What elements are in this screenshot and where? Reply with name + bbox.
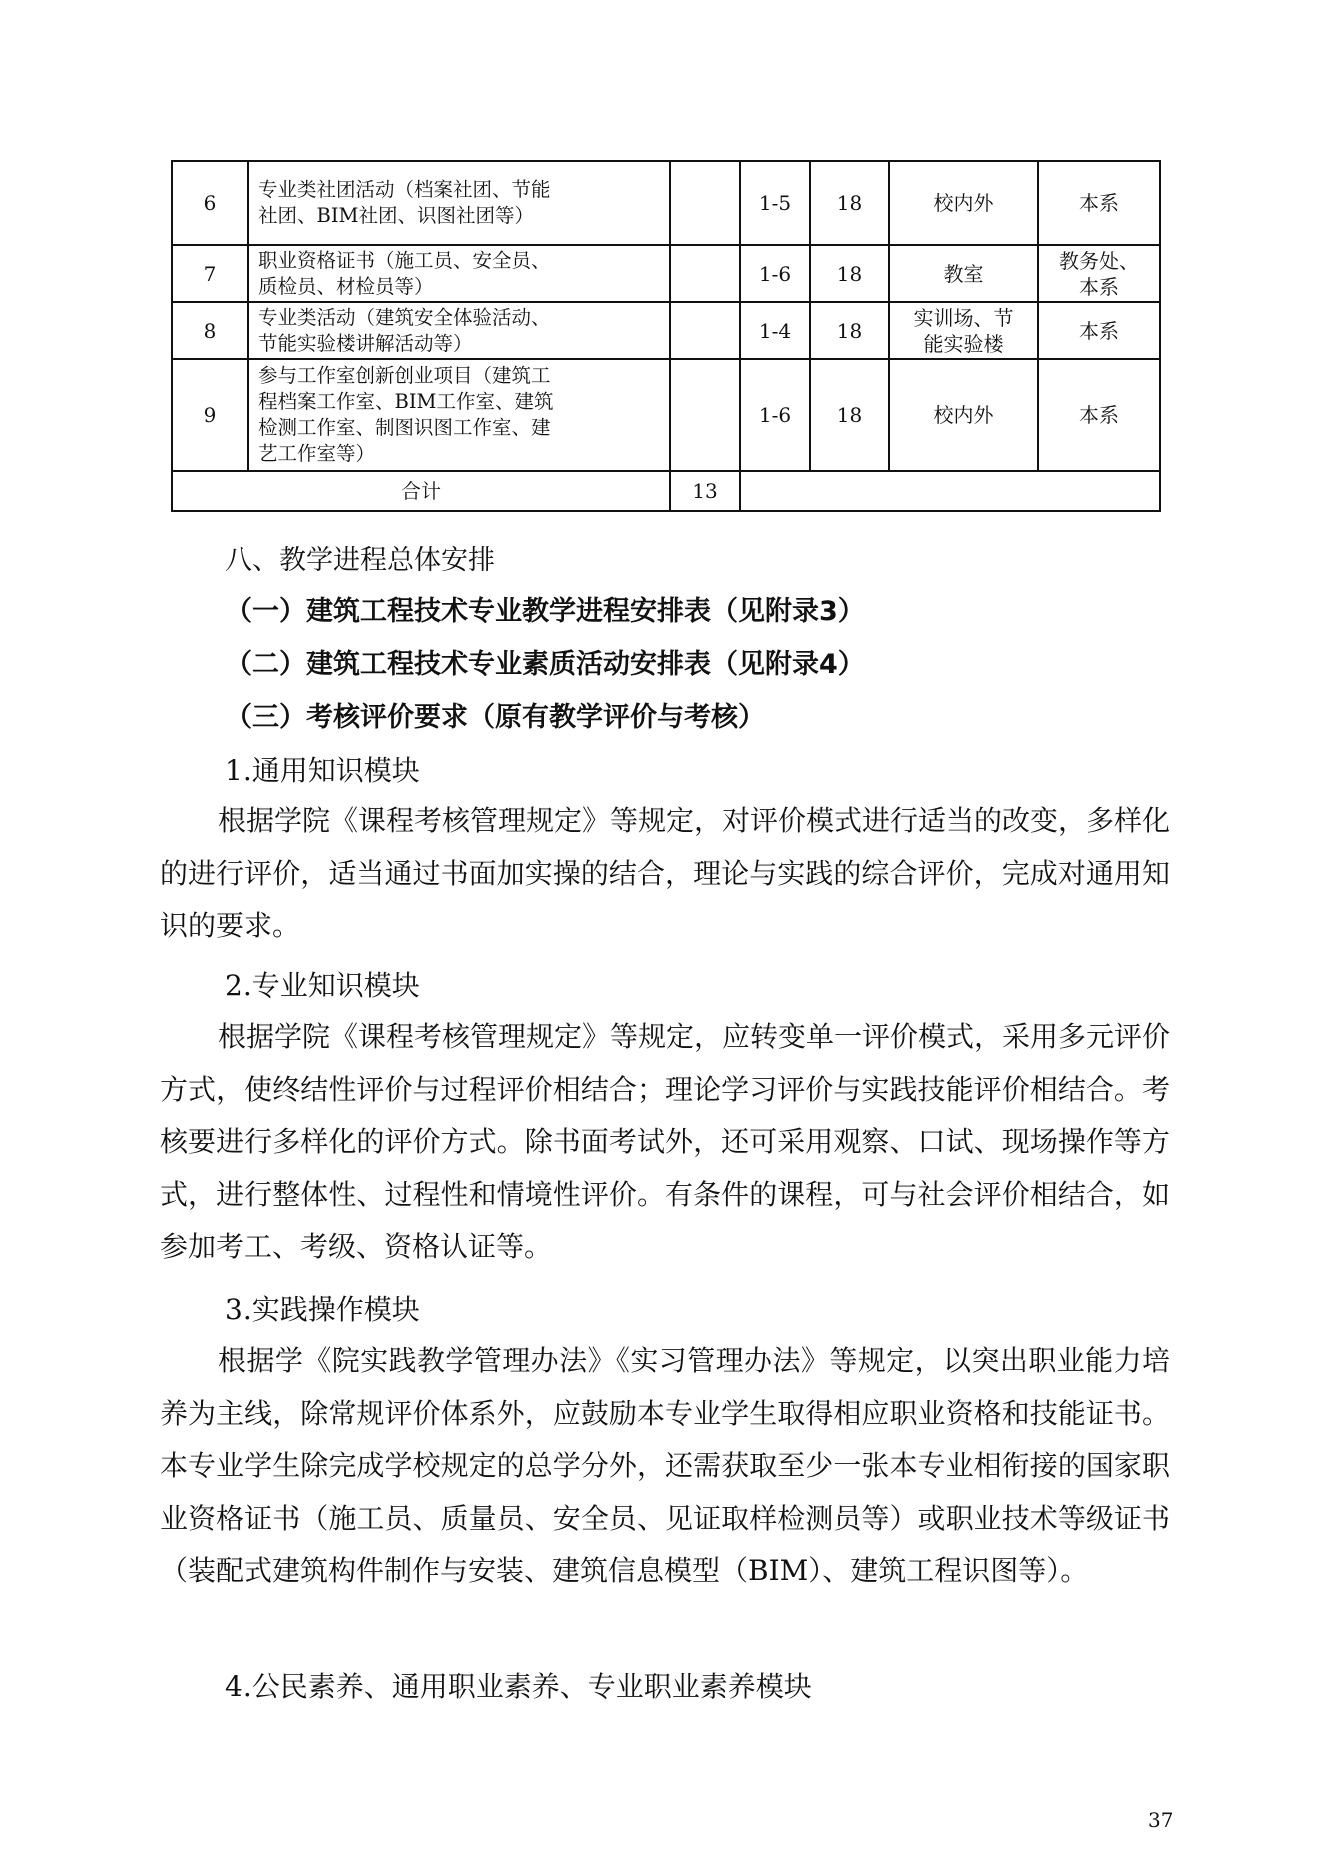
hours-cell: 18 bbox=[810, 245, 889, 302]
place-cell: 校内外 bbox=[889, 161, 1038, 245]
module-title: 3.实践操作模块 bbox=[225, 1293, 420, 1326]
subsection-title: （三）考核评价要求（原有教学评价与考核） bbox=[225, 702, 765, 733]
activity-table bbox=[171, 160, 1161, 512]
activity-name: 职业资格证书（施工员、安全员、质检员、材检员等） bbox=[248, 245, 670, 302]
hours-cell: 18 bbox=[810, 359, 889, 471]
page-number: 37 bbox=[1148, 1808, 1174, 1832]
row-number: 7 bbox=[172, 245, 248, 302]
dept-cell: 本系 bbox=[1038, 302, 1160, 359]
credit-cell bbox=[670, 302, 740, 359]
row-number: 6 bbox=[172, 161, 248, 245]
module-title: 2.专业知识模块 bbox=[225, 969, 420, 1002]
total-row bbox=[172, 471, 1160, 511]
term-cell: 1-4 bbox=[740, 302, 810, 359]
subsection-title: （一）建筑工程技术专业教学进程安排表（见附录3） bbox=[225, 596, 865, 627]
table-row bbox=[172, 161, 1160, 245]
credit-cell bbox=[670, 161, 740, 245]
activity-name: 参与工作室创新创业项目（建筑工程档案工作室、BIM工作室、建筑检测工作室、制图识图工作室、建艺工作室等） bbox=[248, 359, 670, 471]
total-empty bbox=[740, 471, 1160, 511]
module-paragraph: 根据学院《课程考核管理规定》等规定，应转变单一评价模式，采用多元评价方式，使终结性评价与过程评价相结合；理论学习评价与实践技能评价相结合。考核要进行多样化的评价方式。除书面考试外，还可采用观察、口试、现场操作等方式，进行整体性、过程性和情境性评价。有条件的课程，可与社会评价相结合，如参加考工、考级、资格认证等。 bbox=[160, 1020, 1171, 1264]
hours-cell: 18 bbox=[810, 161, 889, 245]
dept-cell: 本系 bbox=[1038, 161, 1160, 245]
table-row bbox=[172, 302, 1160, 359]
term-cell: 1-5 bbox=[740, 161, 810, 245]
total-label: 合计 bbox=[172, 471, 670, 511]
hours-cell: 18 bbox=[810, 302, 889, 359]
module-title: 4.公民素养、通用职业素养、专业职业素养模块 bbox=[225, 1670, 812, 1703]
row-number: 9 bbox=[172, 359, 248, 471]
module-paragraph: 根据学《院实践教学管理办法》《实习管理办法》等规定，以突出职业能力培养为主线，除常规评价体系外，应鼓励本专业学生取得相应职业资格和技能证书。本专业学生除完成学校规定的总学分外，还需获取至少一张本专业相衔接的国家职业资格证书（施工员、质量员、安全员、见证取样检测员等）或职业技术等级证书（装配式建筑构件制作与安装、建筑信息模型（BIM）、建筑工程识图等）。 bbox=[160, 1344, 1170, 1588]
module-paragraph: 根据学院《课程考核管理规定》等规定，对评价模式进行适当的改变，多样化的进行评价，适当通过书面加实操的结合，理论与实践的综合评价，完成对通用知识的要求。 bbox=[160, 804, 1171, 943]
term-cell: 1-6 bbox=[740, 359, 810, 471]
place-cell: 校内外 bbox=[889, 359, 1038, 471]
activity-name: 专业类社团活动（档案社团、节能社团、BIM社团、识图社团等） bbox=[248, 161, 670, 245]
table-row bbox=[172, 245, 1160, 302]
table-row bbox=[172, 359, 1160, 471]
total-value: 13 bbox=[670, 471, 740, 511]
credit-cell bbox=[670, 245, 740, 302]
section-title: 八、教学进程总体安排 bbox=[225, 545, 495, 576]
row-number: 8 bbox=[172, 302, 248, 359]
dept-cell: 教务处、本系 bbox=[1038, 245, 1160, 302]
dept-cell: 本系 bbox=[1038, 359, 1160, 471]
term-cell: 1-6 bbox=[740, 245, 810, 302]
activity-name: 专业类活动（建筑安全体验活动、节能实验楼讲解活动等） bbox=[248, 302, 670, 359]
subsection-title: （二）建筑工程技术专业素质活动安排表（见附录4） bbox=[225, 649, 865, 680]
place-cell: 实训场、节能实验楼 bbox=[889, 302, 1038, 359]
credit-cell bbox=[670, 359, 740, 471]
module-title: 1.通用知识模块 bbox=[225, 754, 420, 787]
place-cell: 教室 bbox=[889, 245, 1038, 302]
